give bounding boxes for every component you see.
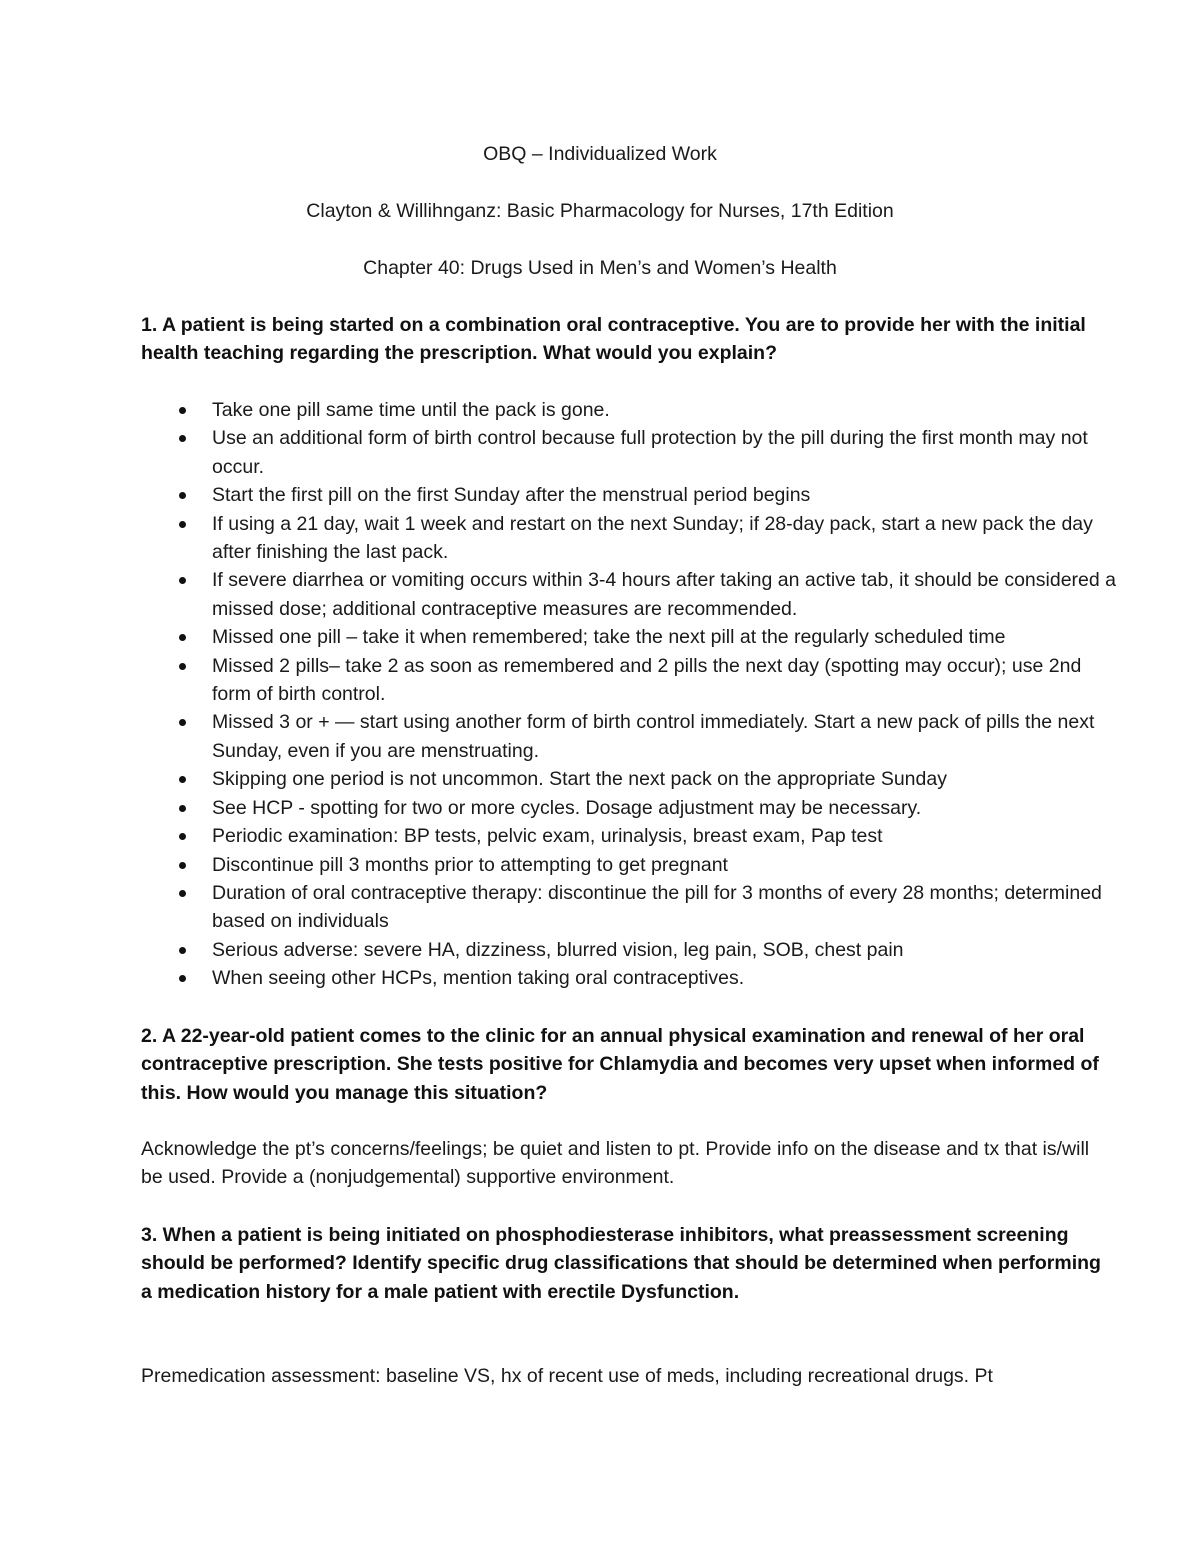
list-item-text: Duration of oral contraceptive therapy: discontinue the pill for 3 months of every 28 months; determined based on individuals xyxy=(212,881,1102,933)
bullet-icon xyxy=(179,435,186,442)
list-item xyxy=(141,879,1116,936)
list-item-text: Use an additional form of birth control because full protection by the pill during the first month may not occur. xyxy=(212,427,1088,478)
bullet-icon xyxy=(179,833,186,840)
list-item xyxy=(141,822,1116,850)
list-item-text: Take one pill same time until the pack is gone. xyxy=(212,399,610,421)
question-3-answer-text: Premedication assessment: baseline VS, hx of recent use of meds, including recreational drugs. Pt xyxy=(141,1365,993,1387)
bullet-icon xyxy=(179,975,186,982)
list-item-text: If using a 21 day, wait 1 week and restart on the next Sunday; if 28-day pack, start a new pack the day after finishing the last pack. xyxy=(212,512,1093,564)
list-item xyxy=(141,396,1116,424)
bullet-icon xyxy=(179,577,186,584)
list-item-text: Periodic examination: BP tests, pelvic exam, urinalysis, breast exam, Pap test xyxy=(212,825,883,848)
list-item-text: Serious adverse: severe HA, dizziness, blurred vision, leg pain, SOB, chest pain xyxy=(212,938,904,961)
list-item-text: Skipping one period is not uncommon. Start the next pack on the appropriate Sunday xyxy=(212,768,947,791)
list-item-text: Missed 3 or + — start using another form of birth control immediately. Start a new pack of pills the next Sunday, even if you are menstruating. xyxy=(212,711,1095,762)
bullet-icon xyxy=(179,862,186,869)
list-item xyxy=(141,708,1116,765)
bullet-icon xyxy=(179,663,186,670)
list-item-text: Start the first pill on the first Sunday after the menstrual period begins xyxy=(212,484,811,507)
list-item-text: If severe diarrhea or vomiting occurs within 3-4 hours after taking an active tab, it should be considered a missed dose; additional contraceptive measures are recommended. xyxy=(212,569,1116,620)
list-item xyxy=(141,765,1116,793)
list-item xyxy=(141,851,1116,879)
list-item-text: When seeing other HCPs, mention taking oral contraceptives. xyxy=(212,967,745,990)
question-3-answer xyxy=(141,1362,1116,1390)
question-1-section xyxy=(141,311,1116,368)
question-3-section xyxy=(141,1221,1116,1306)
list-item xyxy=(141,566,1116,623)
bullet-icon xyxy=(179,492,186,499)
list-item xyxy=(141,936,1116,964)
bullet-icon xyxy=(179,719,186,726)
list-item-text: See HCP - spotting for two or more cycles. Dosage adjustment may be necessary. xyxy=(212,796,922,819)
list-item xyxy=(141,794,1116,822)
bullet-icon xyxy=(179,805,186,812)
bullet-icon xyxy=(179,890,186,897)
textbook-reference: Clayton & Willihnganz: Basic Pharmacology for Nurses, 17th Edition xyxy=(306,200,894,222)
question-3-prompt: 3. When a patient is being initiated on phosphodiesterase inhibitors, what preassessment screening should be performed? Identify specific drug classifications that should be determined when performing a medication history for a male patient with erectile Dysfunction. xyxy=(141,1224,1101,1303)
bullet-icon xyxy=(179,407,186,414)
bullet-icon xyxy=(179,634,186,641)
list-item-text: Missed 2 pills– take 2 as soon as remembered and 2 pills the next day (spotting may occur); use 2nd form of birth control. xyxy=(212,654,1082,706)
bullet-icon xyxy=(179,776,186,783)
bullet-icon xyxy=(179,521,186,528)
list-item xyxy=(141,481,1116,509)
document-title: OBQ – Individualized Work xyxy=(483,143,717,165)
question-2-answer xyxy=(141,1135,1116,1192)
list-item-text: Missed one pill – take it when remembered; take the next pill at the regularly scheduled time xyxy=(212,626,1006,649)
list-item xyxy=(141,652,1116,709)
bullet-icon xyxy=(179,947,186,954)
list-item xyxy=(141,424,1116,481)
question-1-prompt: 1. A patient is being started on a combination oral contraceptive. You are to provide her with the initial health teaching regarding the prescription. What would you explain? xyxy=(141,314,1086,365)
list-item-text: Discontinue pill 3 months prior to attempting to get pregnant xyxy=(212,853,728,876)
question-2-section xyxy=(141,1022,1116,1107)
question-2-prompt: 2. A 22-year-old patient comes to the clinic for an annual physical examination and renewal of her oral contraceptive prescription. She tests positive for Chlamydia and becomes very upset when informed of this. How would you manage this situation? xyxy=(141,1025,1099,1104)
question-2-answer-text: Acknowledge the pt’s concerns/feelings; be quiet and listen to pt. Provide info on the disease and tx that is/will be used. Provide a (nonjudgemental) supportive environment. xyxy=(141,1138,1090,1189)
chapter-heading: Chapter 40: Drugs Used in Men’s and Women’s Health xyxy=(363,257,837,279)
list-item xyxy=(141,510,1116,567)
question-1-answer-list xyxy=(141,396,1116,993)
list-item xyxy=(141,964,1116,992)
list-item xyxy=(141,623,1116,651)
